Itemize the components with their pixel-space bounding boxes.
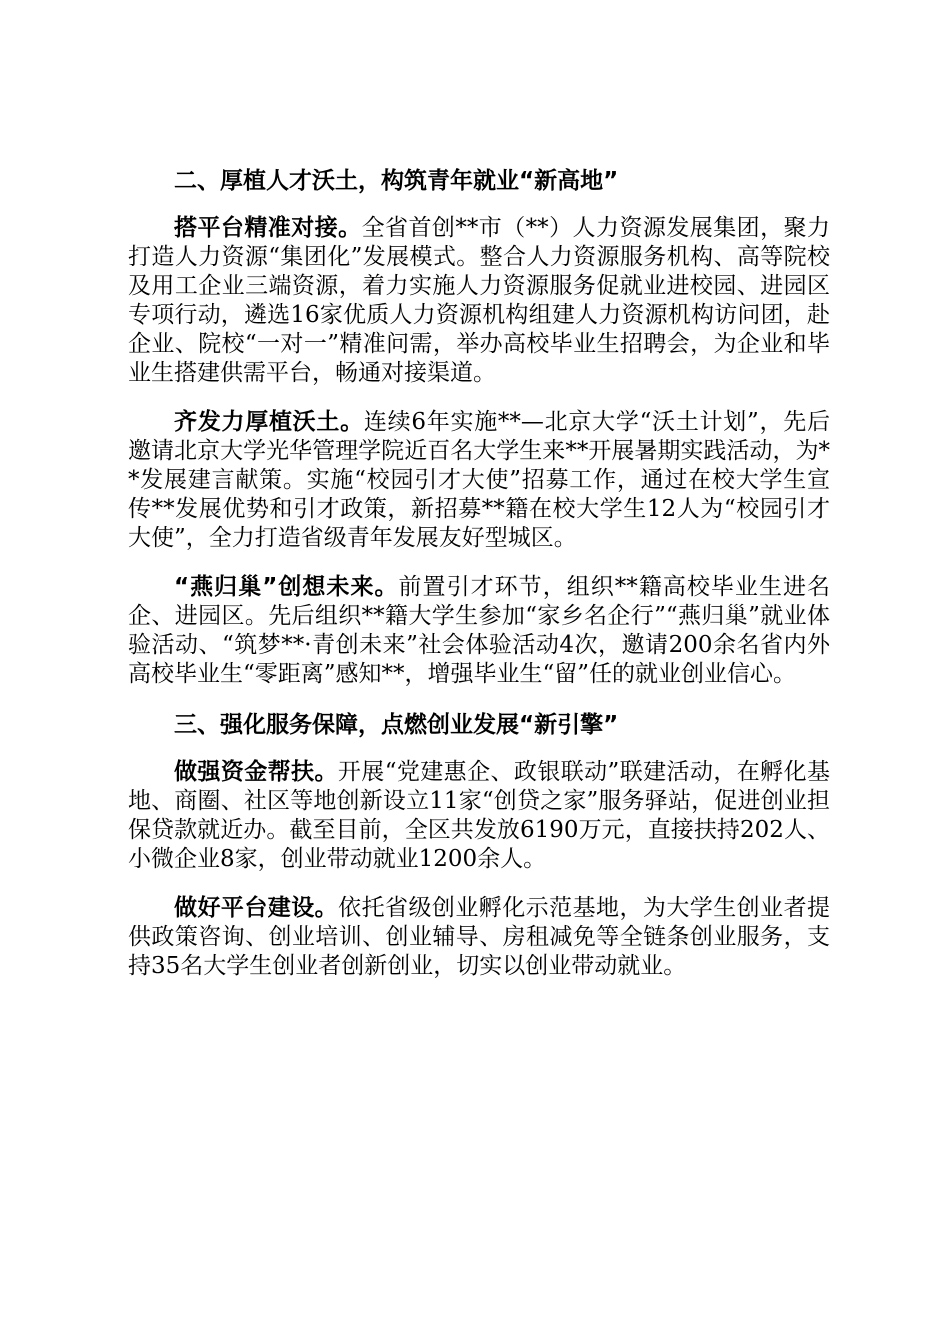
document-page bbox=[128, 165, 830, 981]
paragraph-platform-building bbox=[128, 894, 830, 981]
paragraph-body: 依托省级创业孵化示范基地，为大学生创业者提供政策咨询、创业培训、创业辅导、房租减免等全链条创业服务，支持35名大学生创业者创新创业，切实以创业带动就业。 bbox=[128, 895, 831, 979]
paragraph-lead: 做好平台建设。 bbox=[174, 895, 339, 921]
paragraph-body: 开展“党建惠企、政银联动”联建活动，在孵化基地、商圈、社区等地创新设立11家“创贷之家”服务驿站，促进创业担保贷款就近办。截至目前，全区共发放6190万元，直接扶持202人、小微企业8家，创业带动就业1200余人。 bbox=[128, 759, 830, 872]
paragraph-funding-support bbox=[128, 758, 830, 874]
paragraph-body: 前置引才环节，组织**籍高校毕业生进名企、进园区。先后组织**籍大学生参加“家乡名企行”“燕归巢”就业体验活动、“筑梦**·青创未来”社会体验活动4次，邀请200余名省内外高校毕业生“零距离”感知**，增强毕业生“留”任的就业创业信心。 bbox=[128, 574, 831, 687]
paragraph-swallow-return bbox=[128, 573, 830, 689]
paragraph-lead: 齐发力厚植沃土。 bbox=[174, 409, 364, 435]
section-heading-3: 三、强化服务保障，点燃创业发展“新引擎” bbox=[174, 712, 619, 738]
paragraph-lead: 做强资金帮扶。 bbox=[174, 759, 338, 785]
paragraph-body: 全省首创**市（**）人力资源发展集团，聚力打造人力资源“集团化”发展模式。整合人力资源服务机构、高等院校及用工企业三端资源，着力实施人力资源服务促就业进校园、进园区专项行动，遴选16家优质人力资源机构组建人力资源机构访问团，赴企业、院校“一对一”精准问需，举办高校毕业生招聘会，为企业和毕业生搭建供需平台，畅通对接渠道。 bbox=[128, 215, 831, 386]
paragraph-lead: “燕归巢”创想未来。 bbox=[174, 574, 399, 600]
paragraph-lead: 搭平台精准对接。 bbox=[174, 215, 362, 241]
paragraph-body: 连续6年实施**—北京大学“沃土计划”，先后邀请北京大学光华管理学院近百名大学生来**开展暑期实践活动，为**发展建言献策。实施“校园引才大使”招募工作，通过在校大学生宣传**发展优势和引才政策，新招募**籍在校大学生12人为“校园引才大使”，全力打造省级青年发展友好型城区。 bbox=[128, 409, 831, 551]
paragraph-platform-docking bbox=[128, 214, 830, 388]
paragraph-fertile-soil bbox=[128, 408, 830, 553]
section-heading-2: 二、厚植人才沃土，构筑青年就业“新高地” bbox=[174, 168, 619, 194]
